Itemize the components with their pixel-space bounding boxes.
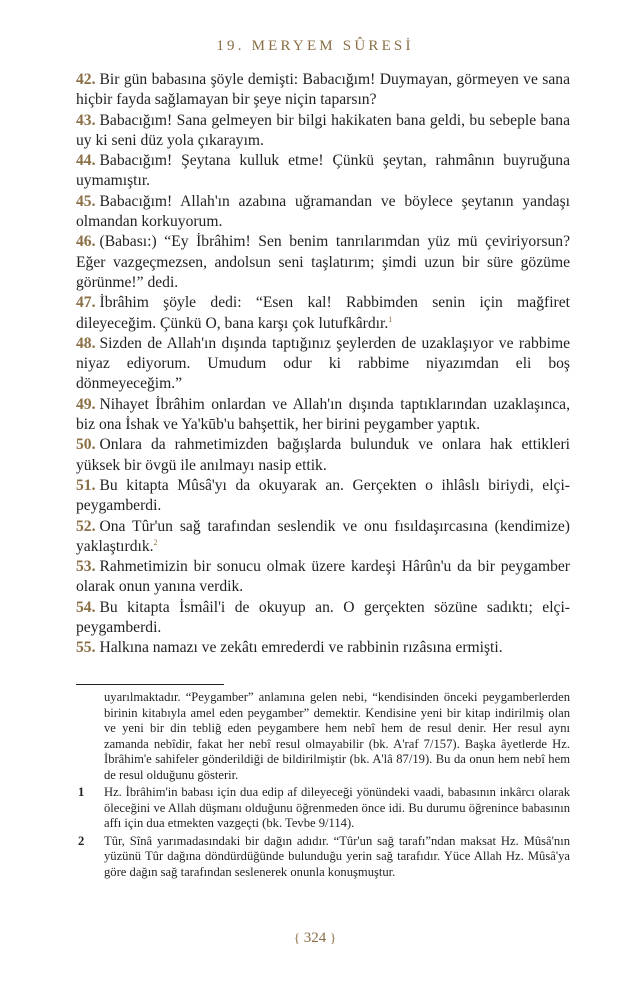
verse-52 [76, 517, 570, 558]
verse-number: 48. [76, 334, 96, 352]
verse-text: (Babası:) “Ey İbrâhim! Sen benim tanrılarımdan yüz mü çeviriyorsun? Eğer vazgeçmezsen, andolsun seni taşlatırım; şimdi uzun bir süre gözüme görünme!” dedi. [76, 233, 570, 291]
verse-number: 54. [76, 598, 96, 616]
footnote-text: uyarılmaktadır. “Peygamber” anlamına gelen nebi, “kendisinden önceki peygamberlerden birinin kitabıyla amel eden peygamber” demektir. Kendisine yeni bir kitap indirilmiş olan ve yeni bir din tebliğ eden peygambere hem nebî hem de resul denir. Her resul aynı zamanda nebîdir, fakat her nebî resul olmayabilir (bk. A'raf 7/157). Başka âyetlerde Hz. İbrâhim'e sahifeler gönderildiği de bildirilmiştir (bk. A'lâ 87/19). Bu da onun hem nebî hem de resul olduğunu gösterir. [104, 690, 570, 782]
verse-text: Halkına namazı ve zekâtı emrederdi ve rabbinin rızâsına ermişti. [99, 639, 503, 657]
verse-number: 51. [76, 476, 96, 494]
footnote-text: Hz. İbrâhim'in babası için dua edip af dileyeceği yönündeki vaadi, babasının inkârcı olarak öleceğini ve Allah düşmanı olduğunu öğrenmeden önce idi. Bu durumu öğrenince babasının affı için dua etmekten vazgeçti (bk. Tevbe 9/114). [104, 785, 570, 830]
verse-45 [76, 192, 570, 233]
verse-55 [76, 638, 570, 658]
verse-text: İbrâhim şöyle dedi: “Esen kal! Rabbimden senin için mağfiret dileyeceğim. Çünkü O, bana karşı çok lutufkârdır. [76, 294, 570, 332]
verse-text: Babacığım! Allah'ın azabına uğramandan ve böylece şeytanın yandaşı olmandan korkuyorum. [76, 192, 570, 231]
footnote-1 [76, 785, 570, 832]
footnote-continued [76, 690, 570, 783]
footnotes [76, 690, 570, 882]
verse-number: 49. [76, 395, 96, 413]
footnote-mark: 2 [78, 833, 85, 848]
verse-number: 44. [76, 152, 96, 170]
verse-number: 46. [76, 233, 96, 251]
footnote-divider [76, 684, 224, 685]
verse-49 [76, 395, 570, 436]
verse-list [76, 70, 570, 659]
verse-44 [76, 151, 570, 192]
ornament-right-icon: } [330, 930, 337, 945]
verse-51 [76, 476, 570, 517]
footnote-ref[interactable]: 1 [388, 314, 393, 324]
verse-number: 43. [76, 111, 96, 129]
verse-43 [76, 111, 570, 152]
verse-number: 52. [76, 517, 96, 535]
verse-50 [76, 435, 570, 476]
verse-text: Ona Tûr'un sağ tarafından seslendik ve onu fısıldaşırcasına (kendimize) yaklaştırdık. [76, 517, 570, 555]
verse-number: 55. [76, 639, 96, 657]
verse-text: Bu kitapta Mûsâ'yı da okuyarak an. Gerçekten o ihlâslı biriydi, elçi-peygamberdi. [76, 476, 570, 515]
footnote-mark: 1 [78, 785, 85, 799]
verse-47 [76, 293, 570, 334]
verse-54 [76, 598, 570, 639]
footnote-ref[interactable]: 2 [153, 537, 158, 547]
verse-text: Bir gün babasına şöyle demişti: Babacığım! Duymayan, görmeyen ve sana hiçbir fayda sağlamayan bir şeye niçin taparsın? [76, 71, 570, 109]
verse-number: 53. [76, 558, 96, 576]
verse-53 [76, 557, 570, 598]
verse-text: Babacığım! Şeytana kulluk etme! Çünkü şeytan, rahmânın buyruğuna uymamıştır. [76, 152, 570, 190]
verse-number: 45. [76, 192, 96, 210]
verse-text: Bu kitapta İsmâil'i de okuyup an. O gerçekten sözüne sadıktı; elçi-peygamberdi. [76, 598, 570, 637]
verse-number: 50. [76, 436, 96, 454]
verse-46 [76, 232, 570, 293]
verse-42 [76, 70, 570, 111]
verse-text: Sizden de Allah'ın dışında taptığınız şeylerden de uzaklaşıyor ve rabbime niyaz ediyorum. Umudum odur ki rabbime niyazımdan eli boş dönmeyeceğim.” [76, 334, 570, 393]
verse-text: Onlara da rahmetimizden bağışlarda bulunduk ve onlara hak ettikleri yüksek bir övgü ile anılmayı nasip ettik. [76, 436, 570, 474]
running-header: 19. MERYEM SÛRESİ [216, 38, 414, 54]
page-number-value: 324 [303, 930, 327, 946]
verse-text: Nihayet İbrâhim onlardan ve Allah'ın dışında taptıklarından uzaklaşınca, biz ona İshak ve Ya'kūb'u bahşettik, her birini peygamber yaptık. [76, 395, 570, 434]
page-number [0, 930, 630, 947]
verse-text: Rahmetimizin bir sonucu olmak üzere kardeşi Hârûn'u da bir peygamber olarak onun yanına verdik. [76, 558, 570, 596]
ornament-left-icon: { [293, 930, 300, 945]
verse-text: Babacığım! Sana gelmeyen bir bilgi hakikaten bana geldi, bu sebeple bana uy ki seni düz yola çıkarayım. [76, 111, 570, 149]
verse-number: 47. [76, 294, 96, 312]
verse-number: 42. [76, 71, 96, 88]
verse-48 [76, 334, 570, 395]
footnote-text: Tûr, Sînâ yarımadasındaki bir dağın adıdır. “Tûr'un sağ tarafı”ndan maksat Hz. Mûsâ'nın yüzünü Tûr dağına döndürdüğünde bulunduğu yerin sağ tarafıdır. Yüce Allah Hz. Mûsâ'ya göre dağın sağ tarafından seslenerek onunla konuşmuştur. [104, 833, 570, 879]
footnote-2 [76, 834, 570, 881]
